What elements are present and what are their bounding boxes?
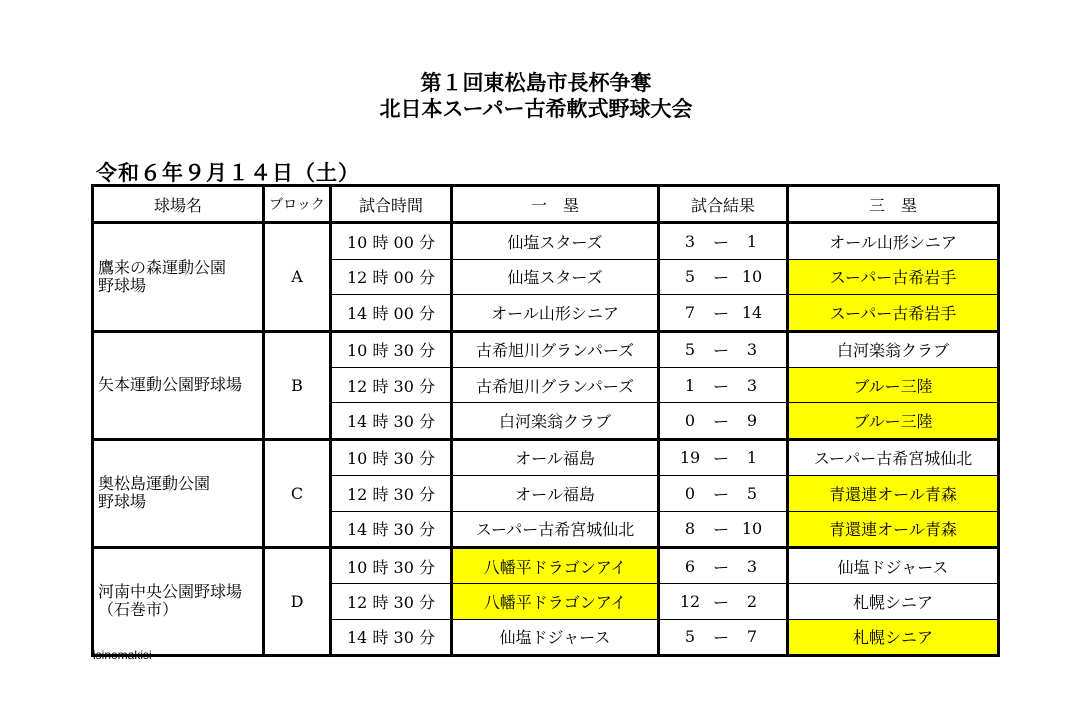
game-result <box>659 619 788 655</box>
score-dash: ー <box>712 628 729 648</box>
table-row <box>93 223 999 259</box>
venue-line: 野球場 <box>98 492 147 512</box>
footer-note: isinomakisi <box>93 648 152 662</box>
score-dash: ー <box>712 376 729 396</box>
table-row <box>93 439 999 475</box>
score-first: 7 <box>684 302 696 322</box>
title-line-2: 北日本スーパー古希軟式野球大会 <box>379 96 693 121</box>
venue-line: 野球場 <box>98 275 147 295</box>
header-third-base: 三 塁 <box>788 186 999 223</box>
score-third: 2 <box>746 591 758 611</box>
venue-line: 奥松島運動公園 <box>98 474 211 494</box>
header-block: ブロック <box>264 186 331 223</box>
game-time: 12 時 30 分 <box>331 584 452 619</box>
game-result <box>659 476 788 511</box>
score-third: 5 <box>746 483 758 503</box>
game-result <box>659 547 788 583</box>
venue-line: 河南中央公園野球場 <box>98 582 243 602</box>
first-base-team: 白河楽翁クラブ <box>452 403 659 439</box>
game-time: 10 時 00 分 <box>331 223 452 259</box>
game-time: 14 時 00 分 <box>331 295 452 331</box>
score-dash: ー <box>712 233 729 253</box>
game-time: 14 時 30 分 <box>331 619 452 655</box>
score-third: 3 <box>746 556 758 576</box>
third-base-team: ブルー三陸 <box>788 403 999 439</box>
score-first: 0 <box>684 483 696 503</box>
score-first: 3 <box>684 232 696 252</box>
third-base-team: 白河楽翁クラブ <box>788 331 999 367</box>
score-first: 6 <box>684 556 696 576</box>
game-time: 10 時 30 分 <box>331 547 452 583</box>
block-letter: B <box>264 331 331 439</box>
score-first: 5 <box>684 267 696 287</box>
third-base-team: ブルー三陸 <box>788 367 999 402</box>
score-first: 1 <box>684 375 696 395</box>
game-result <box>659 295 788 331</box>
third-base-team: スーパー古希岩手 <box>788 259 999 294</box>
game-result <box>659 439 788 475</box>
score-first: 12 <box>679 591 701 611</box>
score-third: 3 <box>746 375 758 395</box>
game-time: 12 時 00 分 <box>331 259 452 294</box>
score-dash: ー <box>712 303 729 323</box>
venue-name <box>93 439 264 547</box>
game-result <box>659 367 788 402</box>
score-dash: ー <box>712 268 729 288</box>
score-third: 1 <box>746 448 758 468</box>
block-letter: A <box>264 223 331 331</box>
first-base-team: 八幡平ドラゴンアイ <box>452 584 659 619</box>
first-base-team: 古希旭川グランパーズ <box>452 367 659 402</box>
third-base-team: 札幌シニア <box>788 619 999 655</box>
score-first: 5 <box>684 627 696 647</box>
results-body <box>93 223 999 656</box>
venue-name <box>93 547 264 655</box>
game-result <box>659 259 788 294</box>
header-result: 試合結果 <box>659 186 788 223</box>
game-time: 12 時 30 分 <box>331 367 452 402</box>
score-first: 5 <box>684 340 696 360</box>
score-dash: ー <box>712 557 729 577</box>
score-dash: ー <box>712 449 729 469</box>
game-time: 10 時 30 分 <box>331 331 452 367</box>
score-dash: ー <box>712 412 729 432</box>
game-result <box>659 584 788 619</box>
score-third: 9 <box>746 411 758 431</box>
first-base-team: オール山形シニア <box>452 295 659 331</box>
game-result <box>659 403 788 439</box>
score-dash: ー <box>712 520 729 540</box>
first-base-team: 仙塩スターズ <box>452 223 659 259</box>
score-third: 3 <box>746 340 758 360</box>
score-third: 14 <box>741 302 763 322</box>
score-third: 7 <box>746 627 758 647</box>
first-base-team: 仙塩スターズ <box>452 259 659 294</box>
game-time: 14 時 30 分 <box>331 403 452 439</box>
venue-line: （石巻市） <box>98 600 179 620</box>
venue-line: 矢本運動公園野球場 <box>98 375 243 395</box>
score-third: 1 <box>746 232 758 252</box>
first-base-team: オール福島 <box>452 439 659 475</box>
third-base-team: 青還連オール青森 <box>788 511 999 547</box>
first-base-team: 八幡平ドラゴンアイ <box>452 547 659 583</box>
score-first: 0 <box>684 411 696 431</box>
third-base-team: スーパー古希岩手 <box>788 295 999 331</box>
score-third: 10 <box>741 519 763 539</box>
third-base-team: 札幌シニア <box>788 584 999 619</box>
third-base-team: 仙塩ドジャース <box>788 547 999 583</box>
table-row <box>93 547 999 583</box>
game-time: 10 時 30 分 <box>331 439 452 475</box>
score-third: 10 <box>741 267 763 287</box>
game-result <box>659 331 788 367</box>
third-base-team: スーパー古希宮城仙北 <box>788 439 999 475</box>
results-table <box>91 184 1000 657</box>
first-base-team: 仙塩ドジャース <box>452 619 659 655</box>
block-letter: C <box>264 439 331 547</box>
game-time: 14 時 30 分 <box>331 511 452 547</box>
header-venue: 球場名 <box>93 186 264 223</box>
game-result <box>659 511 788 547</box>
venue-name <box>93 331 264 439</box>
score-first: 19 <box>679 448 701 468</box>
first-base-team: スーパー古希宮城仙北 <box>452 511 659 547</box>
title-line-1: 第１回東松島市長杯争奪 <box>420 70 652 95</box>
venue-name <box>93 223 264 331</box>
third-base-team: オール山形シニア <box>788 223 999 259</box>
block-letter: D <box>264 547 331 655</box>
header-time: 試合時間 <box>331 186 452 223</box>
game-result <box>659 223 788 259</box>
header-first-base: 一 塁 <box>452 186 659 223</box>
event-date: 令和６年９月１４日（土） <box>96 160 360 185</box>
first-base-team: 古希旭川グランパーズ <box>452 331 659 367</box>
score-dash: ー <box>712 592 729 612</box>
header-row <box>93 186 999 223</box>
score-dash: ー <box>712 341 729 361</box>
game-time: 12 時 30 分 <box>331 476 452 511</box>
venue-line: 鷹来の森運動公園 <box>98 257 227 277</box>
score-first: 8 <box>684 519 696 539</box>
third-base-team: 青還連オール青森 <box>788 476 999 511</box>
first-base-team: オール福島 <box>452 476 659 511</box>
table-row <box>93 331 999 367</box>
score-dash: ー <box>712 484 729 504</box>
